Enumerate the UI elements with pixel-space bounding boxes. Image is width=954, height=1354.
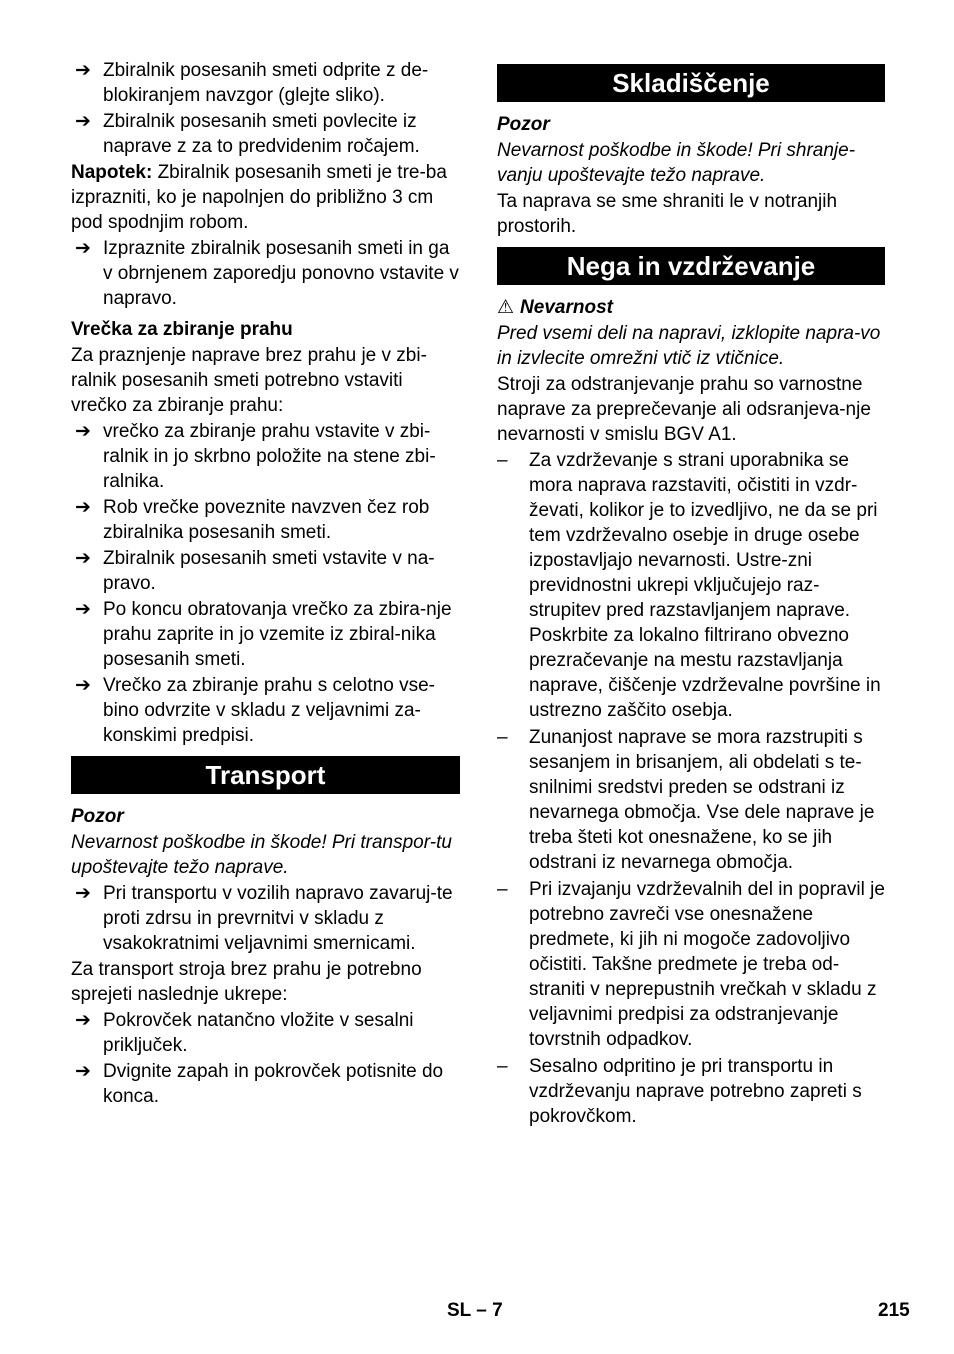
note-text: Zbiralnik posesanih smeti je tre-ba izprazniti, ko je napolnjen do približno 3 cm pod spodnjim robom. — [71, 162, 447, 233]
storage-caution-label: Pozor — [497, 114, 550, 135]
right-column — [497, 64, 885, 1131]
maintenance-intro: Stroji za odstranjevanje prahu so varnostne naprave za preprečevanje ali odsranjeva-nje nevarnosti v smislu BGV A1. — [497, 374, 871, 445]
step-open-container: ➔ Zbiralnik posesanih smeti odprite z de-blokiranjem navzgor (glejte sliko). — [75, 60, 429, 106]
arrow-right-icon: ➔ — [75, 1010, 91, 1031]
dash-bullet: – — [497, 450, 508, 471]
arrow-right-icon: ➔ — [75, 497, 91, 518]
dash-bullet: – — [497, 879, 508, 900]
maintenance-item: – Pri izvajanju vzdrževalnih del in popravil je potrebno zavreči vse onesnažene predmete, ki jih ni mogoče zadovoljivo očistiti. Takšne predmete je treba od-straniti v neprepustnih vrečkah v skladu z veljavnimi predpisi za odstranjevanje tovrstnih odpadkov. — [497, 879, 885, 1050]
transport-step: ➔ Pri transportu v vozilih napravo zavaruj-te proti zdrsu in prevrnitvi v skladu z vsakokratnimi veljavnimi smernicami. — [75, 883, 453, 954]
dust-bag-intro: Za praznjenje naprave brez prahu je v zbi-ralnik posesanih smeti potrebno vstaviti vrečko za zbiranje prahu: — [71, 345, 427, 416]
footer-language: SL – 7 — [447, 1300, 503, 1321]
arrow-right-icon: ➔ — [75, 548, 91, 569]
transport-heading: Transport — [71, 756, 460, 794]
maintenance-item: – Zunanjost naprave se mora razstrupiti s sesanjem in brisanjem, ali obdelati s te-snilnimi sredstvi preden se odstrani iz nevarnega območja. Vse dele naprave je treba šteti kot onesnažene, ko se jih odstrani iz nevarnega območja. — [497, 727, 875, 873]
dust-bag-step: ➔ Vrečko za zbiranje prahu s celotno vse-bino odvrzite v skladu z veljavnimi za-konskimi predpisi. — [75, 675, 435, 746]
arrow-right-icon: ➔ — [75, 599, 91, 620]
arrow-right-icon: ➔ — [75, 421, 91, 442]
maintenance-item: – Za vzdrževanje s strani uporabnika se mora naprava razstaviti, očistiti in vzdr-ževati, kolikor je to izvedljivo, ne da se pri tem vzdrževalno osebje in druge osebe izpostavljajo nevarnosti. Ustre-zni previdnostni ukrepi vključujejo raz-strupitev pred razstavljanjem naprave. Poskrbite za lokalno filtrirano obvezno prezračevanje na mestu razstavljanja naprave, čiščenje vzdrževalne površine in ustrezno zaščito osebja. — [497, 450, 881, 721]
transport-step: ➔ Dvignite zapah in pokrovček potisnite do konca. — [75, 1061, 444, 1107]
footer-section-page: – 7 — [476, 1300, 503, 1321]
danger-text: Pred vsemi deli na napravi, izklopite napra-vo in izvlecite omrežni vtič iz vtičnice. — [497, 323, 881, 369]
transport-intro: Za transport stroja brez prahu je potrebno sprejeti naslednje ukrepe: — [71, 959, 422, 1005]
left-column — [71, 58, 460, 1110]
dust-bag-step: ➔ Rob vrečke poveznite navzven čez rob zbiralnika posesanih smeti. — [75, 497, 430, 543]
note-paragraph — [71, 160, 460, 235]
arrow-right-icon: ➔ — [75, 238, 91, 259]
step-empty-container: ➔ Izpraznite zbiralnik posesanih smeti in ga v obrnjenem zaporedju ponovno vstavite v napravo. — [75, 238, 459, 309]
warning-triangle-icon: ⚠ — [497, 297, 515, 318]
transport-step: ➔ Pokrovček natančno vložite v sesalni priključek. — [75, 1010, 414, 1056]
arrow-right-icon: ➔ — [75, 883, 91, 904]
dash-bullet: – — [497, 1056, 508, 1077]
storage-text: Ta naprava se sme shraniti le v notranjih prostorih. — [497, 191, 838, 237]
dust-bag-step: ➔ vrečko za zbiranje prahu vstavite v zbi-ralnik in jo skrbno položite na stene zbi-ralnika. — [75, 421, 436, 492]
dash-bullet: – — [497, 727, 508, 748]
dust-bag-heading: Vrečka za zbiranje prahu — [71, 319, 293, 340]
storage-caution-text: Nevarnost poškodbe in škode! Pri shranje-vanju upoštevajte težo naprave. — [497, 140, 856, 186]
note-label: Napotek: — [71, 162, 153, 183]
arrow-right-icon: ➔ — [75, 111, 91, 132]
arrow-right-icon: ➔ — [75, 675, 91, 696]
danger-label-line — [497, 295, 885, 320]
arrow-right-icon: ➔ — [75, 60, 91, 81]
step-pull-container: ➔ Zbiralnik posesanih smeti povlecite iz naprave z za to predvidenim ročajem. — [75, 111, 420, 157]
transport-caution-label: Pozor — [71, 806, 124, 827]
transport-caution-text: Nevarnost poškodbe in škode! Pri transpor-tu upoštevajte težo naprave. — [71, 832, 452, 878]
footer-page-number: 215 — [878, 1300, 910, 1321]
danger-label: Nevarnost — [520, 297, 613, 318]
storage-heading: Skladiščenje — [497, 64, 885, 102]
maintenance-item: – Sesalno odpritino je pri transportu in vzdrževanju naprave potrebno zapreti s pokrovčkom. — [497, 1056, 862, 1127]
maintenance-heading: Nega in vzdrževanje — [497, 247, 885, 285]
arrow-right-icon: ➔ — [75, 1061, 91, 1082]
dust-bag-step: ➔ Po koncu obratovanja vrečko za zbira-nje prahu zaprite in jo vzemite iz zbiral-nika posesanih smeti. — [75, 599, 452, 670]
dust-bag-step: ➔ Zbiralnik posesanih smeti vstavite v na-pravo. — [75, 548, 435, 594]
